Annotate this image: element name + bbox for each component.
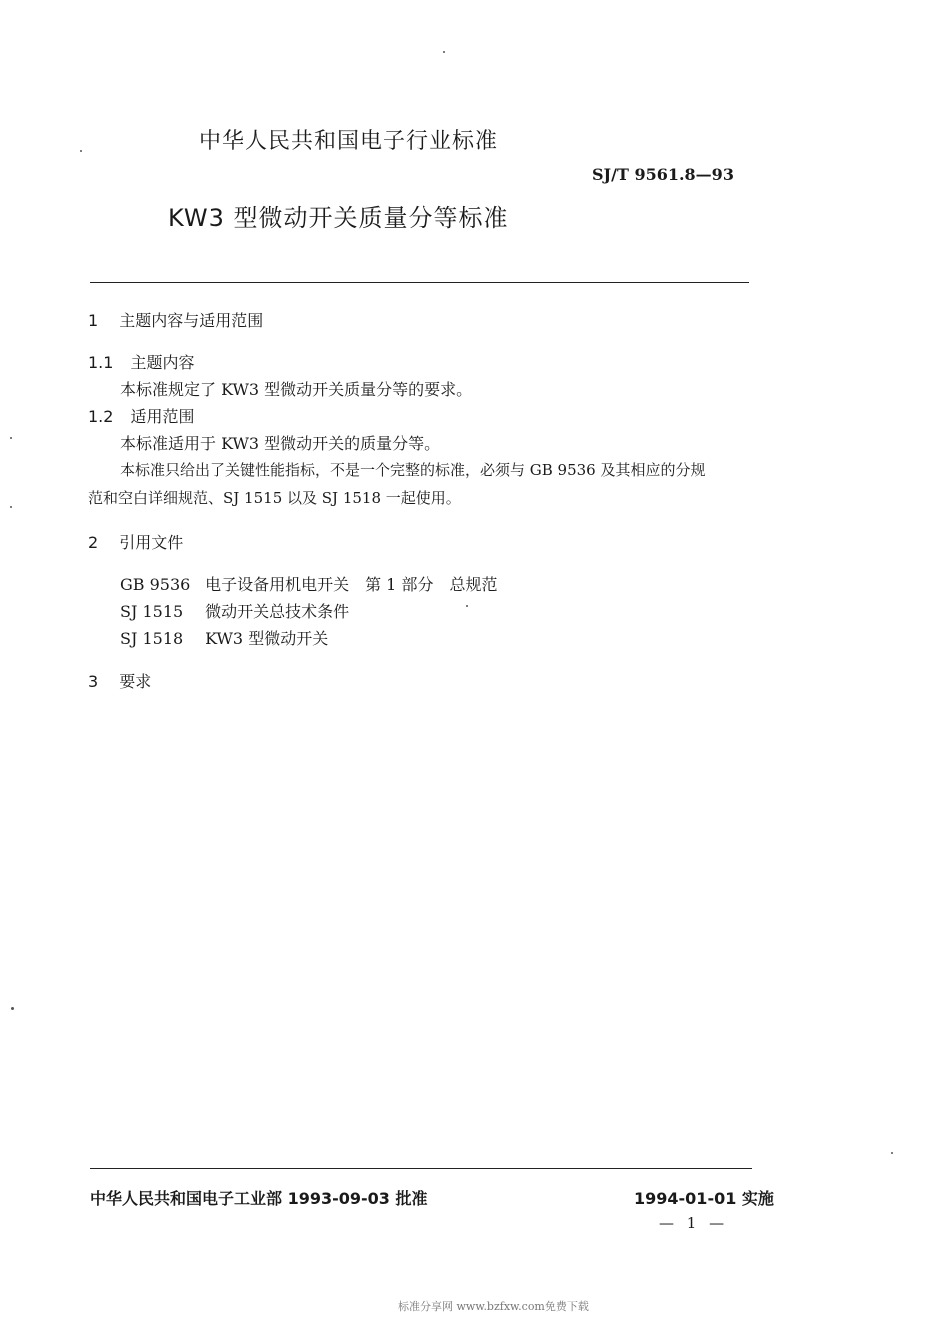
reference-name: KW3 型微动开关	[205, 629, 329, 648]
section-number: 1	[88, 311, 99, 330]
section-number: 1.1	[88, 353, 114, 372]
paragraph-usage-line-1: 本标准只给出了关键性能指标，不是一个完整的标准，必须与 GB 9536 及其相应的分规	[120, 461, 706, 479]
scan-speck	[80, 150, 82, 152]
effective-date: 1994-01-01 实施	[634, 1189, 774, 1208]
scan-speck	[891, 1152, 893, 1154]
section-heading-3	[88, 669, 151, 692]
reference-item	[120, 572, 497, 595]
footer-rule	[90, 1168, 752, 1169]
section-heading-1-2	[88, 404, 195, 427]
section-number: 3	[88, 672, 99, 691]
header-rule	[90, 282, 749, 283]
paragraph-usage-line-2: 范和空白详细规范、SJ 1515 以及 SJ 1518 一起使用。	[88, 489, 461, 507]
approval-line: 中华人民共和国电子工业部 1993-09-03 批准	[90, 1189, 428, 1208]
scan-speck	[11, 1007, 14, 1010]
section-title: 要求	[119, 672, 152, 691]
section-title: 引用文件	[119, 533, 184, 552]
scan-speck	[10, 506, 12, 508]
reference-code: SJ 1518	[120, 629, 184, 648]
section-title: 主题内容	[130, 353, 195, 372]
section-number: 1.2	[88, 407, 114, 426]
reference-name: 微动开关总技术条件	[205, 602, 350, 621]
paragraph-applicability: 本标准适用于 KW3 型微动开关的质量分等。	[120, 434, 441, 453]
section-title: 适用范围	[130, 407, 195, 426]
reference-code: SJ 1515	[120, 602, 184, 621]
reference-item	[120, 599, 349, 622]
reference-item	[120, 626, 328, 649]
page-number: — 1 —	[659, 1214, 729, 1232]
scan-speck	[443, 51, 445, 53]
standard-number: SJ/T 9561.8—93	[592, 165, 734, 184]
issuing-body-title: 中华人民共和国电子行业标准	[199, 129, 499, 154]
section-heading-1-1	[88, 350, 195, 373]
section-heading-1	[88, 308, 263, 331]
scan-speck	[10, 437, 12, 439]
paragraph-scope-content: 本标准规定了 KW3 型微动开关质量分等的要求。	[120, 380, 473, 399]
scan-speck	[466, 605, 468, 607]
watermark: 标准分享网 www.bzfxw.com免费下载	[398, 1300, 589, 1313]
section-heading-2	[88, 530, 183, 553]
section-title: 主题内容与适用范围	[119, 311, 264, 330]
reference-name: 电子设备用机电开关 第 1 部分 总规范	[205, 575, 498, 594]
section-number: 2	[88, 533, 99, 552]
document-title: KW3 型微动开关质量分等标准	[168, 204, 509, 232]
reference-code: GB 9536	[120, 575, 191, 594]
